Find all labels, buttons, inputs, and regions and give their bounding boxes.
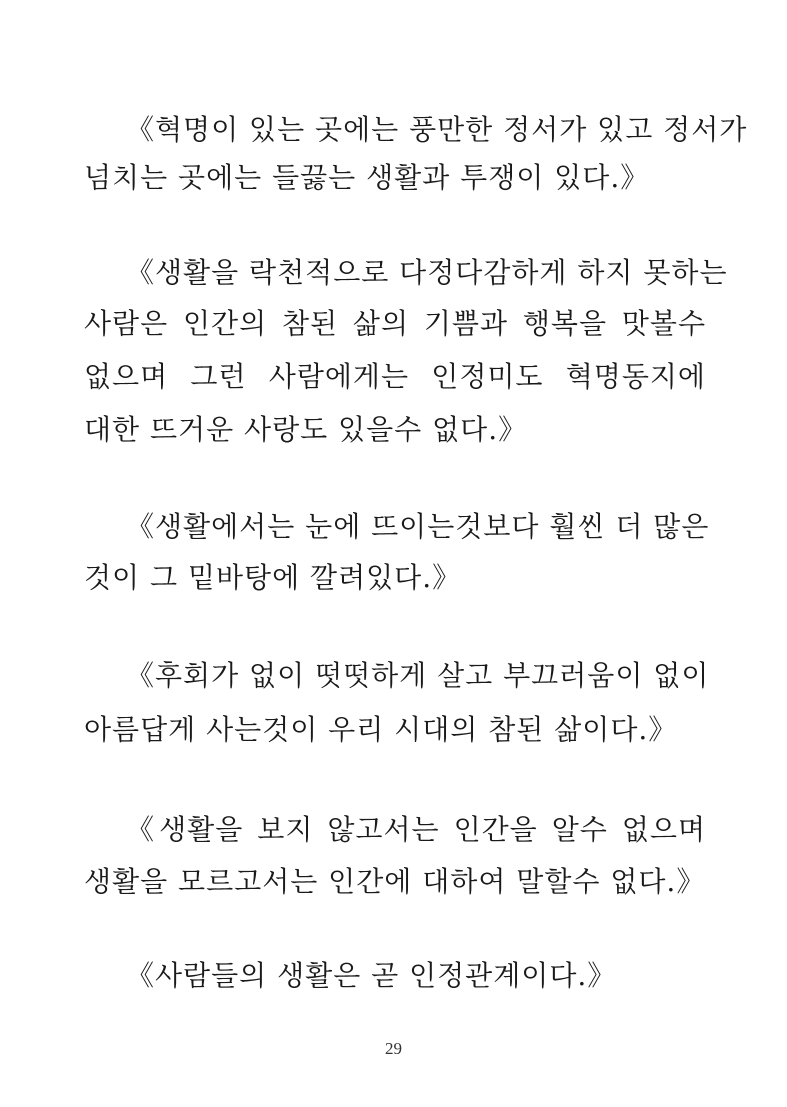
paragraph-6-line-1: 《사람들의 생활은 곧 인정관계이다.》: [126, 959, 617, 992]
page-number: 29: [385, 1039, 402, 1058]
paragraph-4-line-2: 아름답게 사는것이 우리 시대의 참된 삶이다.》: [84, 713, 678, 746]
paragraph-3-line-1: 《생활에서는 눈에 뜨이는것보다 훨씬 더 많은: [126, 510, 710, 543]
paragraph-2-line-3: 없으며 그런 사람에게는 인정미도 혁명동지에: [84, 360, 706, 393]
paragraph-3-line-2: 것이 그 밑바탕에 깔려있다.》: [84, 561, 462, 594]
paragraph-5-line-2: 생활을 모르고서는 인간에 대하여 말할수 없다.》: [84, 865, 706, 898]
paragraph-1-line-1: 《혁명이 있는 곳에는 풍만한 정서가 있고 정서가: [126, 113, 748, 146]
paragraph-1-line-2: 넘치는 곳에는 들끓는 생활과 투쟁이 있다.》: [84, 161, 650, 194]
paragraph-5-line-1: 《생활을 보지 않고서는 인간을 알수 없으며: [126, 813, 706, 846]
paragraph-2-line-2: 사람은 인간의 참된 삶의 기쁨과 행복을 맛볼수: [84, 307, 706, 340]
paragraph-4-line-1: 《후회가 없이 떳떳하게 살고 부끄러움이 없이: [126, 659, 710, 692]
paragraph-2-line-1: 《생활을 락천적으로 다정다감하게 하지 못하는: [126, 256, 728, 289]
paragraph-2-line-4: 대한 뜨거운 사랑도 있을수 없다.》: [84, 413, 528, 446]
